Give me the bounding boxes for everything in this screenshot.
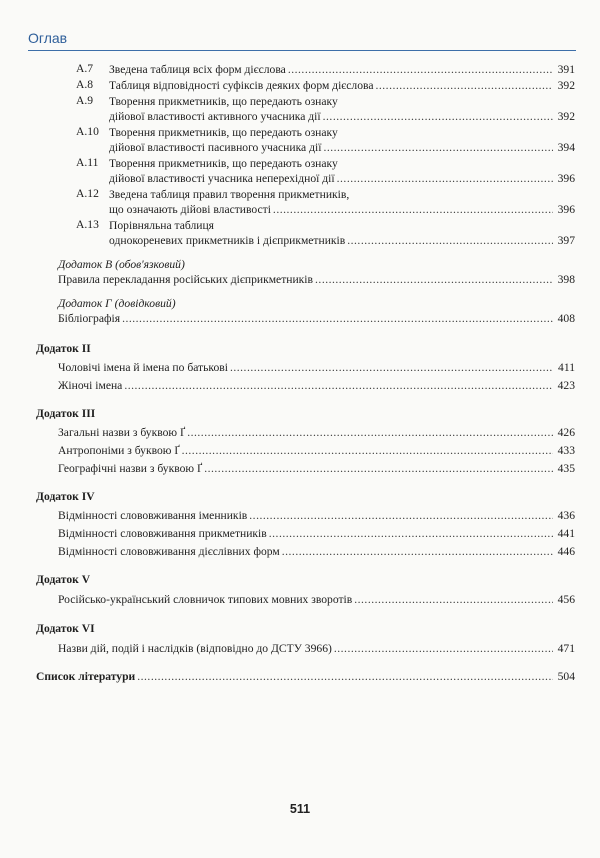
entry-title-line: Творення прикметників, що передають ознаку (109, 95, 338, 108)
entry-title: Назви дій, подій і наслідків (відповідно до ДСТУ 3966) (58, 642, 332, 655)
dot-leader (282, 544, 553, 559)
toc-entry[interactable] (0, 592, 600, 607)
entry-title: однокореневих прикметників і дієприкметників (109, 234, 346, 247)
entry-title: Список літератури (36, 670, 136, 683)
toc-entry[interactable] (0, 78, 600, 93)
toc-entry[interactable] (0, 425, 600, 440)
entry-number: А.9 (76, 94, 94, 107)
entry-page: 392 (557, 79, 575, 92)
dot-leader (249, 508, 553, 523)
dot-leader (273, 202, 553, 217)
dot-leader (323, 109, 553, 124)
toc-entry[interactable] (0, 156, 600, 186)
dot-leader (288, 62, 553, 77)
entry-title-line: Творення прикметників, що передають ознаку (109, 157, 338, 170)
entry-page: 426 (557, 426, 575, 439)
entry-title: Чоловічі імена й імена по батькові (58, 361, 228, 374)
section-heading: Додаток IV (36, 490, 95, 503)
entry-title-line: Порівняльна таблиця (109, 219, 215, 232)
toc-entry[interactable] (0, 378, 600, 393)
entry-number: А.7 (76, 62, 94, 75)
toc-entry[interactable] (0, 62, 600, 77)
entry-title: Антропоніми з буквою Ґ (58, 444, 180, 457)
entry-title: Відмінності слововживання іменників (58, 509, 248, 522)
entry-page: 391 (557, 63, 575, 76)
entry-number: А.12 (76, 187, 99, 200)
appendix-heading: Додаток Г (довідковий) (58, 297, 176, 310)
entry-title: дійової властивості пасивного учасника дії (109, 141, 322, 154)
entry-page: 411 (558, 361, 575, 374)
entry-page: 394 (557, 141, 575, 154)
dot-leader (375, 78, 553, 93)
dot-leader (204, 461, 553, 476)
entry-title: Загальні назви з буквою Ґ (58, 426, 186, 439)
entry-title: Географічні назви з буквою Ґ (58, 462, 203, 475)
page-number: 511 (289, 802, 311, 816)
entry-title: Відмінності слововживання прикметників (58, 527, 267, 540)
dot-leader (315, 272, 553, 287)
entry-title: Таблиця відповідності суфіксів деяких форм дієслова (109, 79, 374, 92)
entry-number: А.8 (76, 78, 94, 91)
toc-entry[interactable] (0, 443, 600, 458)
toc-entry[interactable] (0, 544, 600, 559)
toc-entry-bibliography[interactable] (0, 669, 600, 684)
dot-leader (182, 443, 553, 458)
dot-leader (124, 378, 553, 393)
dot-leader (122, 311, 553, 326)
entry-page: 435 (557, 462, 575, 475)
toc-entry[interactable] (0, 360, 600, 375)
entry-title: дійової властивості активного учасника дії (109, 110, 321, 123)
entry-page: 504 (557, 670, 575, 683)
dot-leader (337, 171, 553, 186)
entry-title: Відмінності слововживання дієслівних форм (58, 545, 280, 558)
entry-title: що означають дійові властивості (109, 203, 271, 216)
entry-page: 397 (557, 234, 575, 247)
header-title: Оглав (28, 30, 68, 46)
running-header (28, 28, 576, 51)
toc-entry[interactable] (0, 508, 600, 523)
entry-title: Російсько-український словничок типових мовних зворотів (58, 593, 353, 606)
entry-number: А.10 (76, 125, 99, 138)
toc-entry[interactable] (0, 461, 600, 476)
entry-title-line: Зведена таблиця правил творення прикметників, (109, 188, 350, 201)
entry-title: Зведена таблиця всіх форм дієслова (109, 63, 286, 76)
entry-page: 423 (557, 379, 575, 392)
entry-title: Правила перекладання російських дієприкметників (58, 273, 314, 286)
appendix-heading: Додаток В (обов'язковий) (58, 258, 185, 271)
dot-leader (347, 233, 553, 248)
table-of-contents (0, 62, 600, 684)
dot-leader (354, 592, 553, 607)
section-heading: Додаток V (36, 573, 91, 586)
toc-entry[interactable] (0, 94, 600, 124)
toc-entry[interactable] (0, 641, 600, 656)
entry-page: 433 (557, 444, 575, 457)
toc-entry[interactable] (0, 187, 600, 217)
entry-page: 408 (557, 312, 575, 325)
entry-title: Бібліографія (58, 312, 121, 325)
entry-title-line: Творення прикметників, що передають ознаку (109, 126, 338, 139)
dot-leader (187, 425, 553, 440)
entry-title: дійової властивості учасника неперехідної дії (109, 172, 335, 185)
entry-page: 392 (557, 110, 575, 123)
entry-page: 456 (557, 593, 575, 606)
entry-page: 441 (557, 527, 575, 540)
dot-leader (230, 360, 553, 375)
entry-number: А.13 (76, 218, 99, 231)
entry-page: 436 (557, 509, 575, 522)
entry-page: 471 (557, 642, 575, 655)
entry-title: Жіночі імена (58, 379, 123, 392)
dot-leader (334, 641, 553, 656)
toc-entry[interactable] (0, 311, 600, 326)
dot-leader (137, 669, 553, 684)
section-heading: Додаток VI (36, 622, 95, 635)
toc-entry[interactable] (0, 218, 600, 248)
toc-entry[interactable] (0, 125, 600, 155)
entry-page: 396 (557, 172, 575, 185)
entry-page: 398 (557, 273, 575, 286)
toc-entry[interactable] (0, 526, 600, 541)
section-heading: Додаток II (36, 342, 91, 355)
entry-page: 446 (557, 545, 575, 558)
entry-number: А.11 (76, 156, 99, 169)
dot-leader (323, 140, 553, 155)
toc-entry[interactable] (0, 272, 600, 287)
entry-page: 396 (557, 203, 575, 216)
dot-leader (269, 526, 553, 541)
section-heading: Додаток III (36, 407, 96, 420)
